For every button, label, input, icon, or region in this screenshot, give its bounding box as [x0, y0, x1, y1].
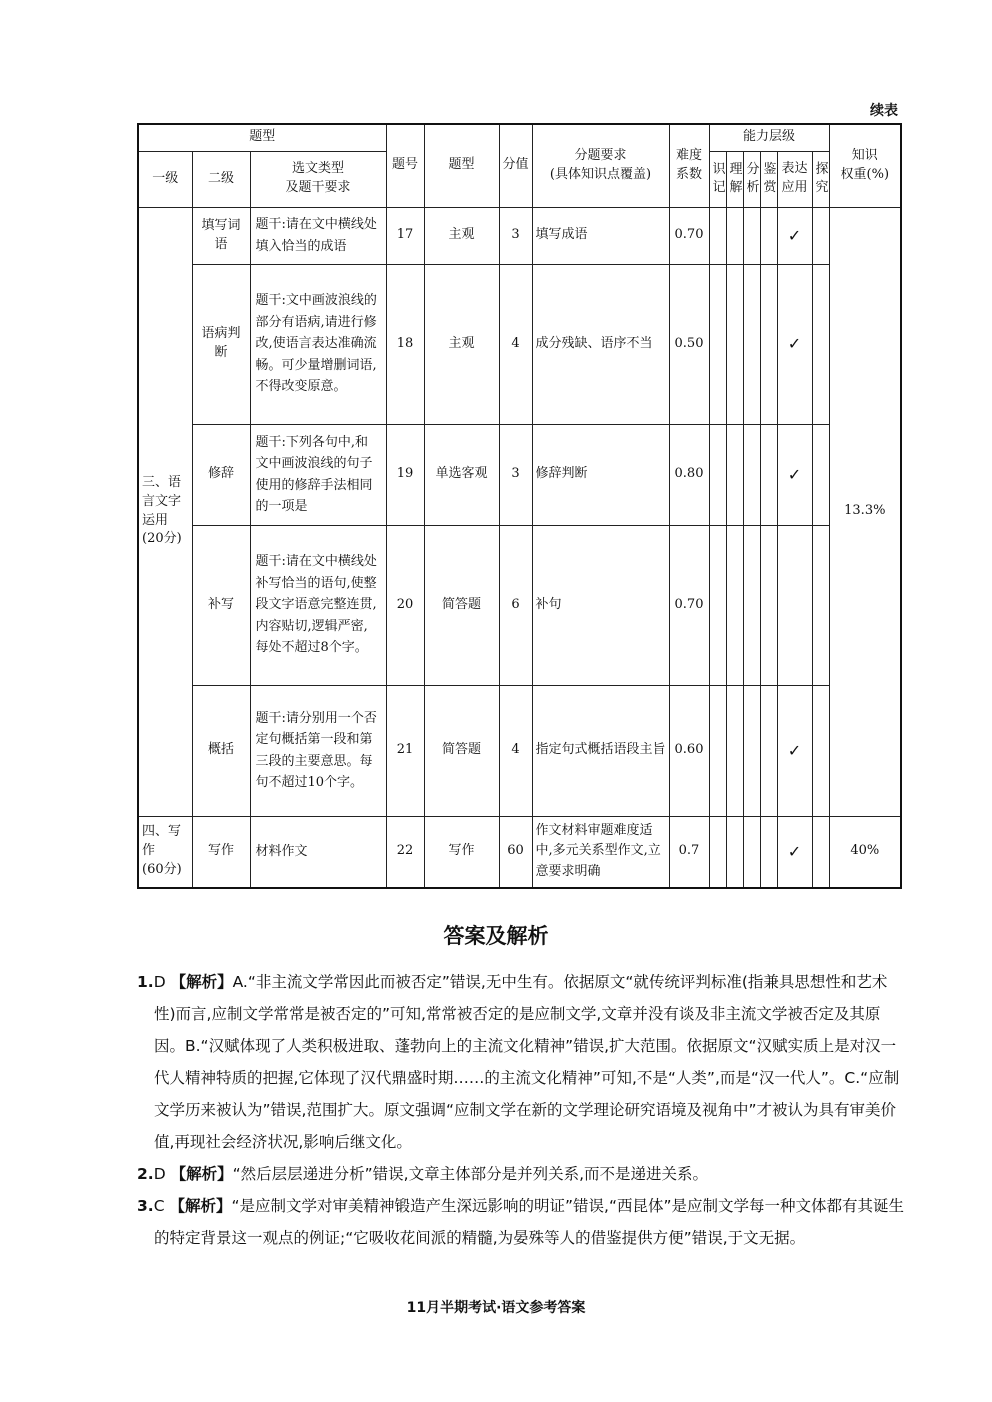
table-row [138, 816, 901, 888]
table-row [138, 264, 901, 424]
row-requirement: 填写成语 [532, 207, 669, 264]
table-row [138, 525, 901, 685]
answer-number: 3. [137, 1197, 154, 1215]
ability-cell [760, 685, 777, 816]
ability-cell [812, 424, 829, 525]
row-difficulty: 0.50 [669, 264, 709, 424]
row-difficulty: 0.70 [669, 207, 709, 264]
row-score: 3 [499, 207, 532, 264]
section-level1: 三、语言文字运用 (20分) [138, 207, 192, 816]
row-level2: 写作 [192, 816, 250, 888]
row-requirement: 补句 [532, 525, 669, 685]
ability-cell [760, 525, 777, 685]
ability-cell [709, 525, 726, 685]
header-ability: 能力层级 [709, 124, 829, 151]
check-mark: ✓ [777, 816, 812, 888]
header-question-type: 题型 [138, 124, 386, 151]
ability-cell [760, 816, 777, 888]
row-difficulty: 0.80 [669, 424, 709, 525]
header-level1: 一级 [138, 151, 192, 207]
check-mark: ✓ [777, 264, 812, 424]
analysis-tag: 【解析】 [170, 1165, 233, 1183]
ability-cell [726, 424, 743, 525]
check-mark: ✓ [777, 207, 812, 264]
header-qtype: 题型 [424, 124, 499, 207]
row-requirement: 成分残缺、语序不当 [532, 264, 669, 424]
header-requirement: 分题要求 (具体知识点覆盖) [532, 124, 669, 207]
row-passage: 题干:请在文中横线处填入恰当的成语 [250, 207, 386, 264]
ability-cell [709, 816, 726, 888]
row-requirement: 修辞判断 [532, 424, 669, 525]
row-difficulty: 0.70 [669, 525, 709, 685]
ability-cell [726, 207, 743, 264]
answer-number: 1. [137, 973, 154, 991]
row-score: 6 [499, 525, 532, 685]
table-row [138, 207, 901, 264]
answer-item [137, 1158, 905, 1190]
analysis-tag: 【解析】 [169, 1197, 232, 1215]
row-requirement: 作文材料审题难度适中,多元关系型作文,立意要求明确 [532, 816, 669, 888]
section-level1: 四、写作 (60分) [138, 816, 192, 888]
ability-cell [726, 816, 743, 888]
header-ability-explore: 探究 [812, 151, 829, 207]
row-qnum: 17 [386, 207, 424, 264]
ability-cell [812, 264, 829, 424]
row-qtype: 单选客观 [424, 424, 499, 525]
row-level2: 填写词语 [192, 207, 250, 264]
row-qnum: 21 [386, 685, 424, 816]
check-mark: ✓ [777, 685, 812, 816]
answer-number: 2. [137, 1165, 154, 1183]
row-qnum: 18 [386, 264, 424, 424]
answer-text: “然后层层递进分析”错误,文章主体部分是并列关系,而不是递进关系。 [232, 1165, 708, 1183]
answer-item [137, 1190, 905, 1254]
section-weight: 13.3% [829, 207, 901, 816]
ability-cell [726, 525, 743, 685]
ability-cell [812, 816, 829, 888]
row-qtype: 简答题 [424, 525, 499, 685]
check-mark [777, 525, 812, 685]
answers-title: 答案及解析 [443, 924, 549, 948]
row-score: 4 [499, 264, 532, 424]
header-ability-memorize: 识记 [709, 151, 726, 207]
ability-cell [709, 264, 726, 424]
exam-spec-table [137, 123, 902, 889]
ability-cell [743, 816, 760, 888]
ability-cell [812, 525, 829, 685]
answers-list [137, 966, 905, 1254]
header-ability-appreciate: 鉴赏 [760, 151, 777, 207]
row-passage: 题干:请分别用一个否定句概括第一段和第三段的主要意思。每句不超过10个字。 [250, 685, 386, 816]
row-passage: 材料作文 [250, 816, 386, 888]
row-difficulty: 0.60 [669, 685, 709, 816]
row-level2: 概括 [192, 685, 250, 816]
row-qtype: 写作 [424, 816, 499, 888]
row-score: 4 [499, 685, 532, 816]
row-level2: 修辞 [192, 424, 250, 525]
page-footer: 11月半期考试·语文参考答案 [406, 1300, 586, 1316]
check-mark: ✓ [777, 424, 812, 525]
row-qnum: 22 [386, 816, 424, 888]
answer-letter: C [153, 1197, 165, 1215]
answer-text: “是应制文学对审美精神锻造产生深远影响的明证”错误,“西昆体”是应制文学每一种文体都有其诞生的特定背景这一观点的例证;“它吸收花间派的精髓,为晏殊等人的借鉴提供方便”错误,于文无据。 [154, 1197, 905, 1247]
answer-text: A.“非主流文学常因此而被否定”错误,无中生有。依据原文“就传统评判标准(指兼具思想性和艺术性)而言,应制文学常常是被否定的”可知,常常被否定的是应制文学,文章并没有谈及非主流文学被否定及其原因。B.“汉赋体现了人类积极进取、蓬勃向上的主流文化精神”错误,扩大范围。依据原文“汉赋实质上是对汉一代人精神特质的把握,它体现了汉代鼎盛时期……的主流文化精神”可知,不是“人类”,而是“汉一代人”。C.“应制文学历来被认为”错误,范围扩大。原文强调“应制文学在新的文学理论研究语境及视角中”才被认为具有审美价值,再现社会经济状况,影响后继文化。 [154, 973, 900, 1151]
section-weight: 40% [829, 816, 901, 888]
row-qnum: 19 [386, 424, 424, 525]
analysis-tag: 【解析】 [170, 973, 233, 991]
header-level2: 二级 [192, 151, 250, 207]
row-level2: 语病判断 [192, 264, 250, 424]
ability-cell [760, 207, 777, 264]
row-passage: 题干:下列各句中,和文中画波浪线的句子使用的修辞手法相同的一项是 [250, 424, 386, 525]
answer-letter: D [153, 973, 166, 991]
ability-cell [743, 207, 760, 264]
ability-cell [760, 424, 777, 525]
ability-cell [760, 264, 777, 424]
header-difficulty: 难度 系数 [669, 124, 709, 207]
row-passage: 题干:请在文中横线处补写恰当的语句,使整段文字语意完整连贯,内容贴切,逻辑严密,每处不超过8个字。 [250, 525, 386, 685]
row-score: 3 [499, 424, 532, 525]
row-score: 60 [499, 816, 532, 888]
ability-cell [709, 207, 726, 264]
table-row [138, 424, 901, 525]
continued-label: 续表 [870, 103, 898, 119]
row-difficulty: 0.7 [669, 816, 709, 888]
ability-cell [812, 685, 829, 816]
row-qtype: 主观 [424, 207, 499, 264]
ability-cell [743, 424, 760, 525]
ability-cell [812, 207, 829, 264]
header-ability-express: 表达应用 [777, 151, 812, 207]
header-score: 分值 [499, 124, 532, 207]
ability-cell [743, 525, 760, 685]
row-passage: 题干:文中画波浪线的部分有语病,请进行修改,使语言表达准确流畅。可少量增删词语,不得改变原意。 [250, 264, 386, 424]
answer-item [137, 966, 905, 1158]
ability-cell [726, 685, 743, 816]
ability-cell [709, 685, 726, 816]
ability-cell [743, 685, 760, 816]
header-weight: 知识 权重(%) [829, 124, 901, 207]
row-level2: 补写 [192, 525, 250, 685]
row-qnum: 20 [386, 525, 424, 685]
header-qnum: 题号 [386, 124, 424, 207]
row-requirement: 指定句式概括语段主旨 [532, 685, 669, 816]
row-qtype: 主观 [424, 264, 499, 424]
table-row [138, 685, 901, 816]
ability-cell [743, 264, 760, 424]
row-qtype: 简答题 [424, 685, 499, 816]
header-ability-analyze: 分析 [743, 151, 760, 207]
ability-cell [726, 264, 743, 424]
answer-letter: D [153, 1165, 166, 1183]
header-passage-type: 选文类型 及题干要求 [250, 151, 386, 207]
header-ability-understand: 理解 [726, 151, 743, 207]
ability-cell [709, 424, 726, 525]
